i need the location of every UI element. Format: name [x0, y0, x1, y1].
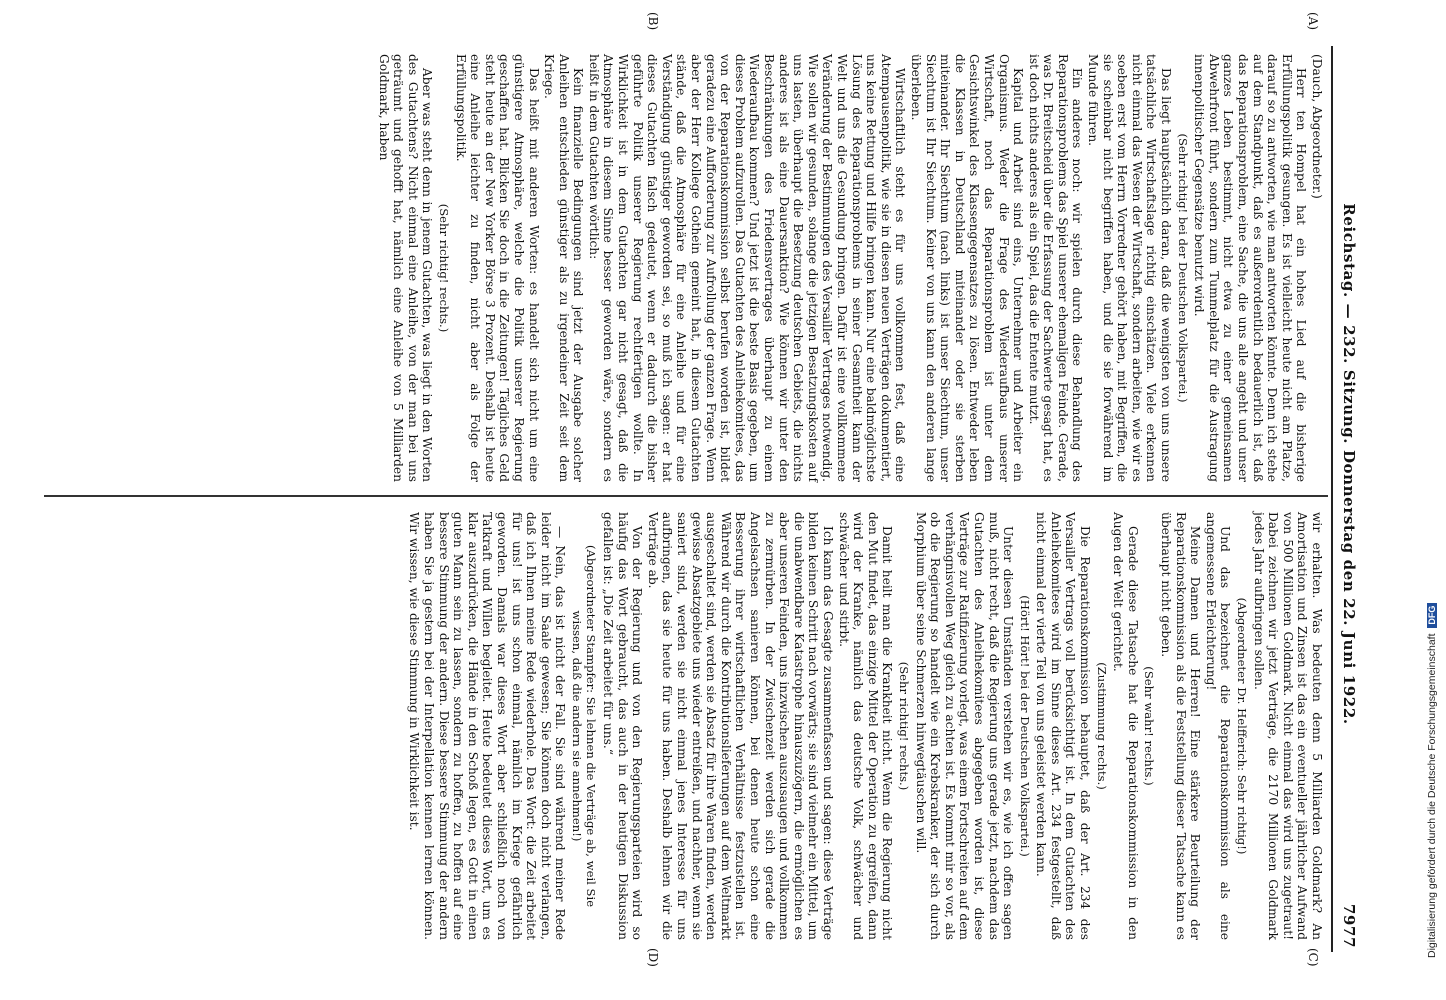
margin-letter-b: (B): [646, 12, 660, 31]
paragraph: Von der Regierung und von den Regierungsparteien wird so häufig das Wort gebraucht, das auch in der heutigen Diskussion gefallen ist: „Die Zeit arbeitet für uns.“: [601, 512, 645, 940]
quotation: Kein finanzielle Bedingungen sind jetzt der Ausgabe solcher Anleihen entschieden günstiger als zu irgendeiner Zeit seit dem Kriege.: [542, 54, 586, 482]
scanned-page: [40, 12, 1360, 967]
paragraph: Das heißt mit anderen Worten: es handelt sich nicht um eine günstigere Atmosphäre, welche die Politik unserer Regierung geschaffen hat. Blicken Sie doch in die Zeitungen! Tägliches Geld steht heute an der New Yorker Börse 3 Prozent. Deshalb ist heute eine Anleihe leichter zu finden, nicht aber als Folge der Erfüllungspolitik.: [453, 54, 541, 482]
paragraph: Wirtschaftlich steht es für uns vollkommen fest, daß eine Atempausenpolitik, wie sie in diesen neuen Verträgen dokumentiert, uns keine Rettung und Hilfe bringen kann. Nur eine baldmöglichste Lösung des Reparationsproblems in seiner Gesamtheit kann der Welt und uns die Gesundung bringen. Dafür ist eine vollkommene Veränderung der Bestimmungen des Versailler Vertrages notwendig. Wie sollen wir gesunden, solange die jetzigen Besatzungskosten auf uns lasten, überhaupt die Besetzung deutschen Gebiets, die nichts anderes ist als eine Dauersanktion? Wie können wir unter den Beschränkungen des Friedensvertrages überhaupt zu einem Wiederaufbau kommen? Und jetzt ist die beste Basis gegeben, um dieses Problem aufzurollen. Das Gutachten des Anleihekomitees, das von der Reparationskommission selbst berufen worden ist, bildet geradezu eine Aufforderung zur Aufrollung der ganzen Frage. Wenn aber der Herr Kollege Gothein gemeint hat, in diesem Gutachten stände, daß die Atmosphäre für eine Anleihe und für eine Verständigung günstiger geworden sei, so muß ich sagen: er hat dieses Gutachten falsch gedeutet, wenn er dadurch die bisher geführte Politik unserer Regierung rechtfertigen wollte. In Wirklichkeit ist in dem Gutachten gar nicht gesagt, daß die Atmosphäre in diesem Sinne besser geworden wäre, sondern es heißt in dem Gutachten wörtlich:: [586, 54, 908, 482]
rotated-page: [40, 12, 1360, 967]
paragraph: Gerade diese Tatsache hat die Reparationskommission in den Augen der Welt gerichtet.: [1111, 512, 1140, 940]
interjection: (Sehr richtig! rechts.): [436, 203, 451, 333]
paragraph: Kapital und Arbeit sind eins, Unternehmer und Arbeiter ein Organismus. Weder die Frage des Wiederaufbaus unserer Wirtschaft, noch das Reparationsproblem ist unter dem Gesichtswinkel des Klassengegensatzes zu lösen. Entweder leben die Klassen in Deutschland miteinander oder sie sterben miteinander. Ihr Siechtum (nach links) ist unser Siechtum, unser Siechtum ist Ihr Siechtum. Keiner von uns kann den anderen lange überleben.: [908, 54, 1026, 482]
paragraph: Damit heilt man die Krankheit nicht. Wenn die Regierung nicht den Mut findet, das einzige Mittel der Operation zu ergreifen, dann wird der Kranke, nämlich das deutsche Volk, schwächer und schwächer und stirbt.: [836, 512, 895, 940]
dfg-logo: DFG: [1427, 603, 1437, 628]
header-rule: [1331, 46, 1333, 952]
paragraph: Aber was steht denn in jenem Gutachten, was liegt in den Worten des Gutachtens? Nicht einmal eine Anleihe, von der man bei uns geträumt und gehofft hat, nämlich eine Anleihe von 5 Milliarden Goldmark, haben: [376, 54, 435, 482]
paragraph: Und das bezeichnet die Reparationskommission als eine angemessene Erleichterung!: [1203, 512, 1233, 940]
digitization-note-text: Digitalisierung gefördert durch die Deutsche Forschungsgemeinschaft: [1426, 633, 1438, 958]
interjection: (Hört! Hört! bei der Deutschen Volkspartei.): [1017, 595, 1032, 857]
column-rule: [44, 495, 1328, 497]
interjection: (Abgeordneter Stampfer: Sie lehnen die Verträge ab, weil Sie wissen, daß die andern sie annehmen!): [569, 544, 599, 908]
paragraph: Ich kann das Gesagte zusammenfassen und sagen: diese Verträge bilden keinen Schritt nach vorwärts; sie sind vielmehr ein Mittel, um die unabwendbare Katastrophe hinauszuzögern, die ermöglichen es aber unseren Feinden, uns inzwischen auszusaugen und vollkommen zu zermürben. In der Zwischenzeit werden sich gerade die Angelsachsen sanieren können, bei denen heute schon eine Besserung ihrer wirtschaftlichen Verhältnisse festzustellen ist. Während wir durch die Kontributionslieferungen auf dem Weltmarkt ausgeschaltet sind, werden sie Absatz für ihre Waren finden, werden gewisse Absatzgebiete uns wieder entreißen, und nachher, wenn sie saniert sind, werden sie nicht einmal jenes Interesse für uns aufbringen, das sie heute für uns haben. Deshalb lehnen wir die Verträge ab.: [645, 512, 835, 940]
paragraph: wir erhalten. Was bedeuten denn 5 Milliarden Goldmark? An Amortisation und Zinsen ist das ein eventueller jährlicher Aufwand von 500 Millionen Goldmark. Nicht einmal das wird uns zugetraut! Dabei zeichnen wir jetzt Verträge, die 2170 Millionen Goldmark jedes Jahr aufbringen sollen.: [1251, 512, 1324, 940]
paragraph: Ein anderes noch: wir spielen durch diese Behandlung des Reparationsproblems das Spiel unserer ehemaligen Feinde. Gerade, was Dr. Breitscheid über die Erfassung der Sachwerte gesagt hat, es ist doch nichts anderes als ein Spiel, das die Entente mutzt.: [1026, 54, 1085, 482]
margin-letter-d: (D): [646, 948, 660, 967]
speaker-head: (Dauch, Abgeordneter.): [1310, 54, 1324, 199]
running-head: [1334, 50, 1358, 948]
paragraph: Unter diesen Umständen verstehen wir es, wie ich offen sagen muß, nicht recht, daß die Regierung uns gerade jetzt, nachdem das Gutachten des Anleihekomitees abgegeben worden ist, diese Verträge zur Ratifizierung vorlegt, was einem Fortschreiten auf dem verhängnisvollen Weg gleich zu achten ist. Es kommt mir so vor, als ob die Regierung so handelt wie ein Krebskranker, der sich durch Morphium über seine Schmerzen hinwegtäuschen will.: [913, 512, 1016, 940]
margin-letter-c: (C): [1306, 948, 1320, 967]
page-number: 7977: [1340, 903, 1358, 948]
interjection: (Sehr wahr! rechts.): [1142, 666, 1157, 786]
left-column: [44, 54, 1324, 482]
paragraph: Die Reparationskommission behauptet, daß der Art. 234 des Versailler Vertrags voll berücksichtigt ist. In dem Gutachten des Anleihekomitees wird im Sinne dieses Art. 234 festgestellt, daß nicht einmal der vierte Teil von uns geleistet werden kann.: [1034, 512, 1093, 940]
interjection: (Abgeordneter Dr. Helfferich: Sehr richtig!): [1235, 597, 1250, 855]
paragraph: Meine Damen und Herren! Eine stärkere Beurteilung der Reparationskommission als die Feststellung dieser Tatsache kann es überhaupt nicht geben.: [1159, 512, 1203, 940]
paragraph: Herr ten Hompel hat ein hohes Lied auf die bisherige Erfüllungspolitik gesungen. Es ist vielleicht heute nicht am Platze, darauf so zu antworten, wie man antworten könnte. Denn ich stehe auf dem Standpunkt, daß es außerordentlich bedauerlich ist, daß das Reparationsproblem, eine Sache, die uns alle angeht und unser ganzes Leben bestimmt, nicht etwa zu einer gemeinsamen Abwehrfront führt, sondern zum Tummelplatz für die Austragung innenpolitischer Gegensätze benutzt wird.: [1192, 54, 1309, 482]
interjection: (Zustimmung rechts.): [1094, 662, 1109, 790]
paragraph: — Nein, das ist nicht der Fall. Sie sind während meiner Rede leider nicht im Saale gewesen; Sie können doch nicht verlangen, daß ich Ihnen meine Rede wiederhole. Das Wort: die Zeit arbeitet für uns! ist uns schon einmal, nämlich im Kriege gefährlich geworden. Damals war dieses Wort aber schließlich noch von Tatkraft und Willen begleitet. Heute bedeutet dieses Wort, um es klar auszudrücken, die Hände in den Schoß legen, es Gott in einen guten Mann sein zu lassen, sondern zu hoffen, zu hoffen auf eine bessere Stimmung der andern. Diese bessere Stimmung der andern haben Sie ja gestern bei der Interpellation kennen lernen können. Wir wissen, wie diese Stimmung in Wirklichkeit ist.: [407, 512, 568, 940]
paragraph: Das liegt hauptsächlich daran, daß die wenigsten von uns unsere tatsächliche Wirtschaftslage richtig einschätzen. Viele erkennen nicht einmal das Wesen der Wirtschaft, sondern arbeiten, wie wir es soeben erst vom Herrn Vorredner gehört haben, mit Begriffen, die sie scheinbar nicht begriffen haben, und die sie forwährend im Munde führen.: [1086, 54, 1174, 482]
digitization-note: [1396, 40, 1438, 958]
margin-letter-a: (A): [1306, 12, 1320, 31]
interjection: (Sehr richtig! rechts.): [896, 661, 911, 791]
running-head-title: Reichstag. — 232. Sitzung. Donnerstag den 22. Juni 1922.: [1340, 203, 1358, 725]
interjection: (Sehr richtig! bei der Deutschen Volkspartei.): [1175, 133, 1190, 403]
right-column: [44, 512, 1324, 940]
